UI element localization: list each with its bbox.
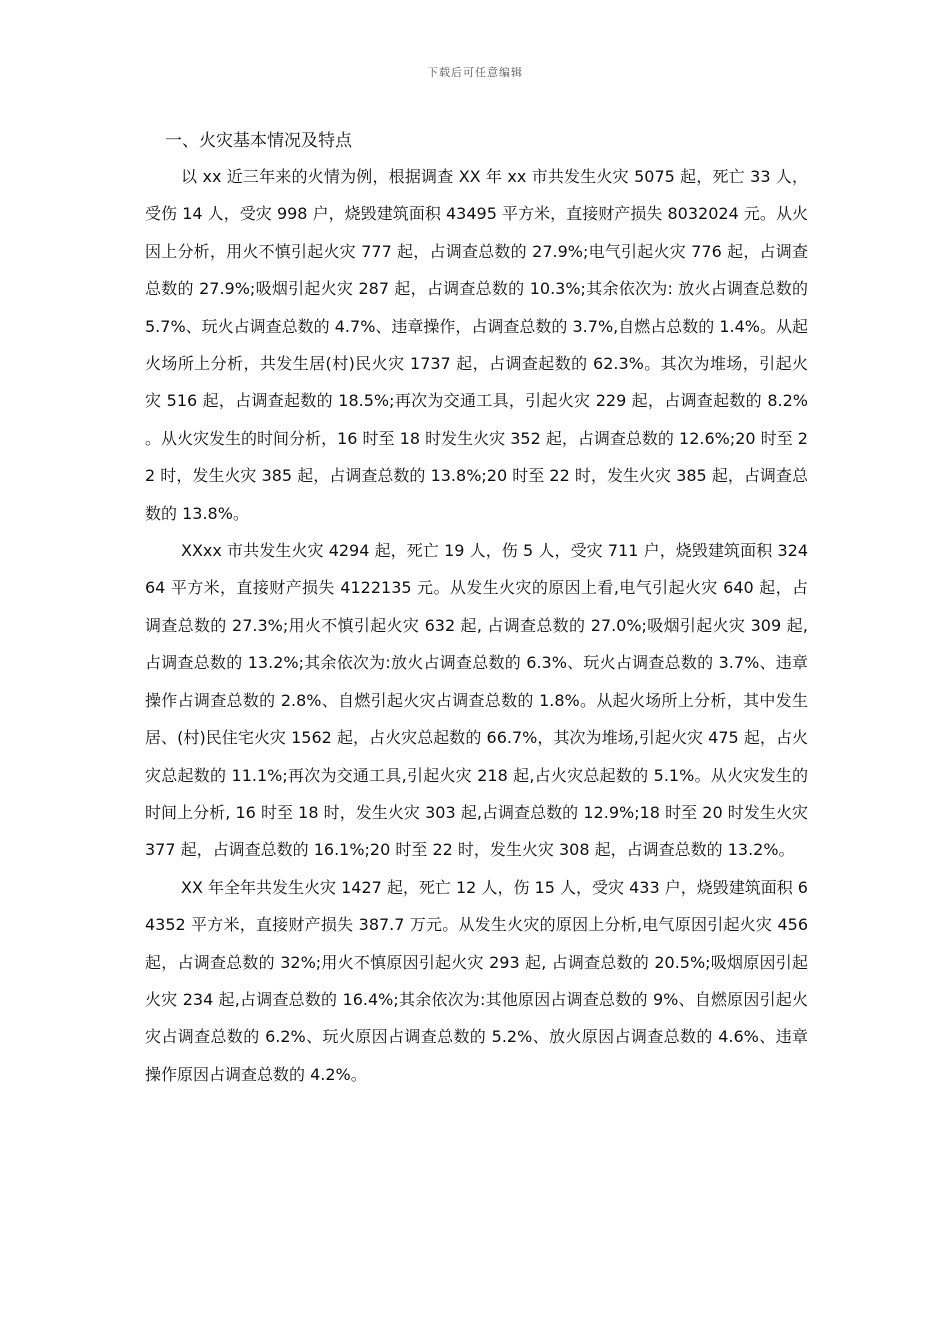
header-note: 下载后可任意编辑 bbox=[427, 66, 523, 79]
section-heading: 一、火灾基本情况及特点 bbox=[165, 131, 352, 151]
document-body bbox=[145, 124, 808, 1093]
paragraph-year-2: XXxx 市共发生火灾 4294 起，死亡 19 人，伤 5 人，受灾 711 户，烧毁建筑面积 32464 平方米，直接财产损失 4122135 元。从发生火灾的原因上看,电气引起火灾 640 起，占调查总数的 27.3%;用火不慎引起火灾 632 起, 占调查总数的 27.0%;吸烟引起火灾 309 起,占调查总数的 13.2%;其余依次为:放火占调查总数的 6.3%、玩火占调查总数的 3.7%、违章操作占调查总数的 2.8%、自燃引起火灾占调查总数的 1.8%。从起火场所上分析，其中发生居、(村)民住宅火灾 1562 起，占火灾总起数的 66.7%，其次为堆场,引起火灾 475 起，占火灾总起数的 11.1%;再次为交通工具,引起火灾 218 起,占火灾总起数的 5.1%。从火灾发生的时间上分析, 16 时至 18 时，发生火灾 303 起,占调查总数的 12.9%;18 时至 20 时发生火灾 377 起，占调查总数的 16.1%;20 时至 22 时，发生火灾 308 起，占调查总数的 13.2%。 bbox=[145, 541, 808, 860]
paragraph-year-3: XX 年全年共发生火灾 1427 起，死亡 12 人，伤 15 人，受灾 433 户，烧毁建筑面积 64352 平方米，直接财产损失 387.7 万元。从发生火灾的原因上分析,电气原因引起火灾 456 起，占调查总数的 32%;用火不慎原因引起火灾 293 起, 占调查总数的 20.5%;吸烟原因引起火灾 234 起,占调查总数的 16.4%;其余依次为:其他原因占调查总数的 9%、自燃原因引起火灾占调查总数的 6.2%、玩火原因占调查总数的 5.2%、放火原因占调查总数的 4.6%、违章操作原因占调查总数的 4.2%。 bbox=[145, 877, 808, 1084]
paragraph-year-1: 以 xx 近三年来的火情为例，根据调查 XX 年 xx 市共发生火灾 5075 起，死亡 33 人，受伤 14 人，受灾 998 户，烧毁建筑面积 43495 平方米，直接财产损失 8032024 元。从火因上分析，用火不慎引起火灾 777 起，占调查总数的 27.9%;电气引起火灾 776 起，占调查总数的 27.9%;吸烟引起火灾 287 起，占调查总数的 10.3%;其余依次为: 放火占调查总数的 5.7%、玩火占调查总数的 4.7%、违章操作，占调查总数的 3.7%,自燃占总数的 1.4%。从起火场所上分析，共发生居(村)民火灾 1737 起，占调查起数的 62.3%。其次为堆场，引起火灾 516 起，占调查起数的 18.5%;再次为交通工具，引起火灾 229 起，占调查起数的 8.2%。从火灾发生的时间分析，16 时至 18 时发生火灾 352 起，占调查总数的 12.6%;20 时至 22 时，发生火灾 385 起，占调查总数的 13.8%;20 时至 22 时，发生火灾 385 起，占调查总数的 13.8%。 bbox=[145, 167, 808, 523]
